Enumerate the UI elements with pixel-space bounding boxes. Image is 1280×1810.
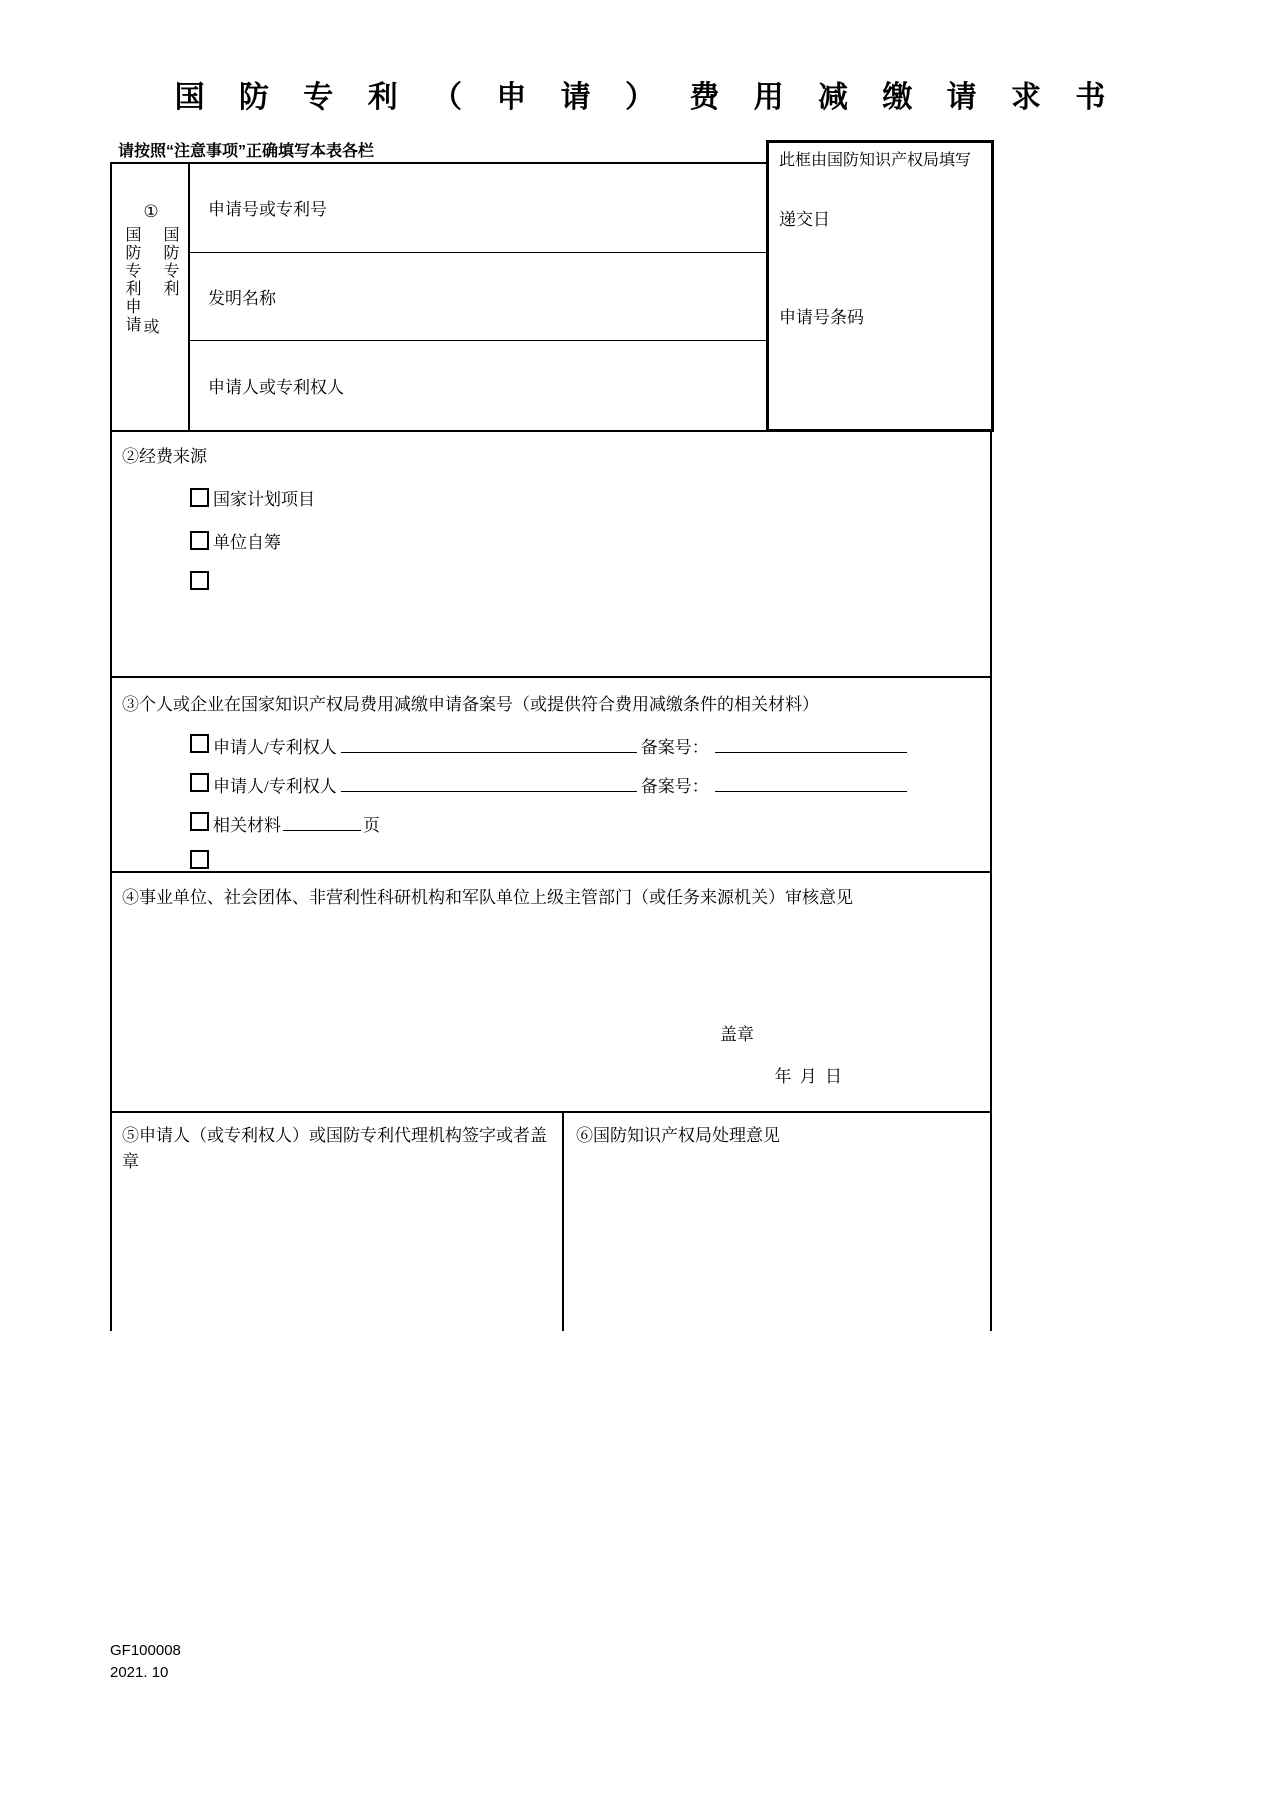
option-self-funded[interactable]	[190, 528, 990, 553]
option-national-plan-project[interactable]	[190, 485, 990, 510]
section-3-fee-reduction-record	[112, 678, 990, 873]
section-1-applicant-info	[112, 152, 990, 432]
checkbox-icon[interactable]	[190, 773, 209, 792]
section-2-title: ②经费来源	[122, 447, 207, 466]
form-code: GF100008	[110, 1642, 181, 1659]
section-4-review-opinion	[112, 873, 990, 1113]
checkbox-icon[interactable]	[190, 850, 209, 869]
section-1-vertical-label	[112, 164, 190, 430]
record-number-label: 备案号：	[640, 738, 709, 757]
field-submission-date: 递交日	[779, 210, 830, 229]
option-label: 国家计划项目	[213, 490, 315, 509]
record-number-label: 备案号：	[640, 777, 709, 796]
date-label: 年 月 日	[774, 1067, 844, 1086]
vertical-label-left: 国防专利申请	[123, 226, 140, 334]
material-pages-row[interactable]	[190, 811, 990, 836]
row-label: 申请人/专利权人	[213, 738, 337, 757]
material-pages-input[interactable]	[283, 813, 361, 831]
footer	[110, 1640, 181, 1684]
official-use-box	[766, 140, 994, 432]
field-application-number-barcode: 申请号条码	[779, 308, 864, 327]
section-3-extra-option[interactable]	[190, 850, 990, 869]
material-label: 相关材料	[213, 816, 281, 835]
option-label: 单位自筹	[213, 533, 281, 552]
vertical-label-middle: 或	[141, 318, 158, 336]
checkbox-icon[interactable]	[190, 812, 209, 831]
section-2-funding-source	[112, 432, 990, 678]
row-label: 申请人/专利权人	[213, 777, 337, 796]
vertical-label-right: 国防专利	[161, 226, 178, 298]
section-4-title: ④事业单位、社会团体、非营利性科研机构和军队单位上级主管部门（或任务来源机关）审核意见	[122, 888, 853, 907]
section-6-title: ⑥国防知识产权局处理意见	[576, 1126, 780, 1145]
applicant-name-input[interactable]	[341, 735, 637, 753]
form-frame	[110, 152, 992, 1331]
record-number-input[interactable]	[715, 735, 907, 753]
official-box-header: 此框由国防知识产权局填写	[779, 152, 972, 169]
material-unit: 页	[363, 816, 380, 835]
section-3-title: ③个人或企业在国家知识产权局费用减缴申请备案号（或提供符合费用减缴条件的相关材料）	[122, 695, 819, 714]
record-row-1[interactable]	[190, 733, 990, 758]
field-label: 申请号或专利号	[208, 200, 327, 220]
checkbox-icon[interactable]	[190, 488, 209, 507]
section-1-number: ①	[143, 202, 159, 221]
checkbox-icon[interactable]	[190, 531, 209, 550]
section-5-6-container	[112, 1113, 990, 1331]
checkbox-icon[interactable]	[190, 734, 209, 753]
page-title: 国 防 专 利 （ 申 请 ） 费 用 减 缴 请 求 书	[174, 81, 1119, 114]
section-6-office-decision[interactable]	[564, 1113, 990, 1331]
option-other-blank[interactable]	[190, 571, 990, 590]
form-version-date: 2021. 10	[110, 1664, 169, 1681]
fill-instruction: 请按照“注意事项”正确填写本表各栏	[118, 143, 375, 160]
checkbox-icon[interactable]	[190, 571, 209, 590]
field-label: 发明名称	[208, 289, 276, 308]
seal-label: 盖章	[720, 1025, 754, 1044]
section-5-title: ⑤申请人（或专利权人）或国防专利代理机构签字或者盖章	[122, 1126, 547, 1171]
applicant-name-input[interactable]	[341, 774, 637, 792]
record-row-2[interactable]	[190, 772, 990, 797]
section-5-applicant-signature[interactable]	[112, 1113, 564, 1331]
field-label: 申请人或专利权人	[208, 378, 344, 398]
record-number-input[interactable]	[715, 774, 907, 792]
